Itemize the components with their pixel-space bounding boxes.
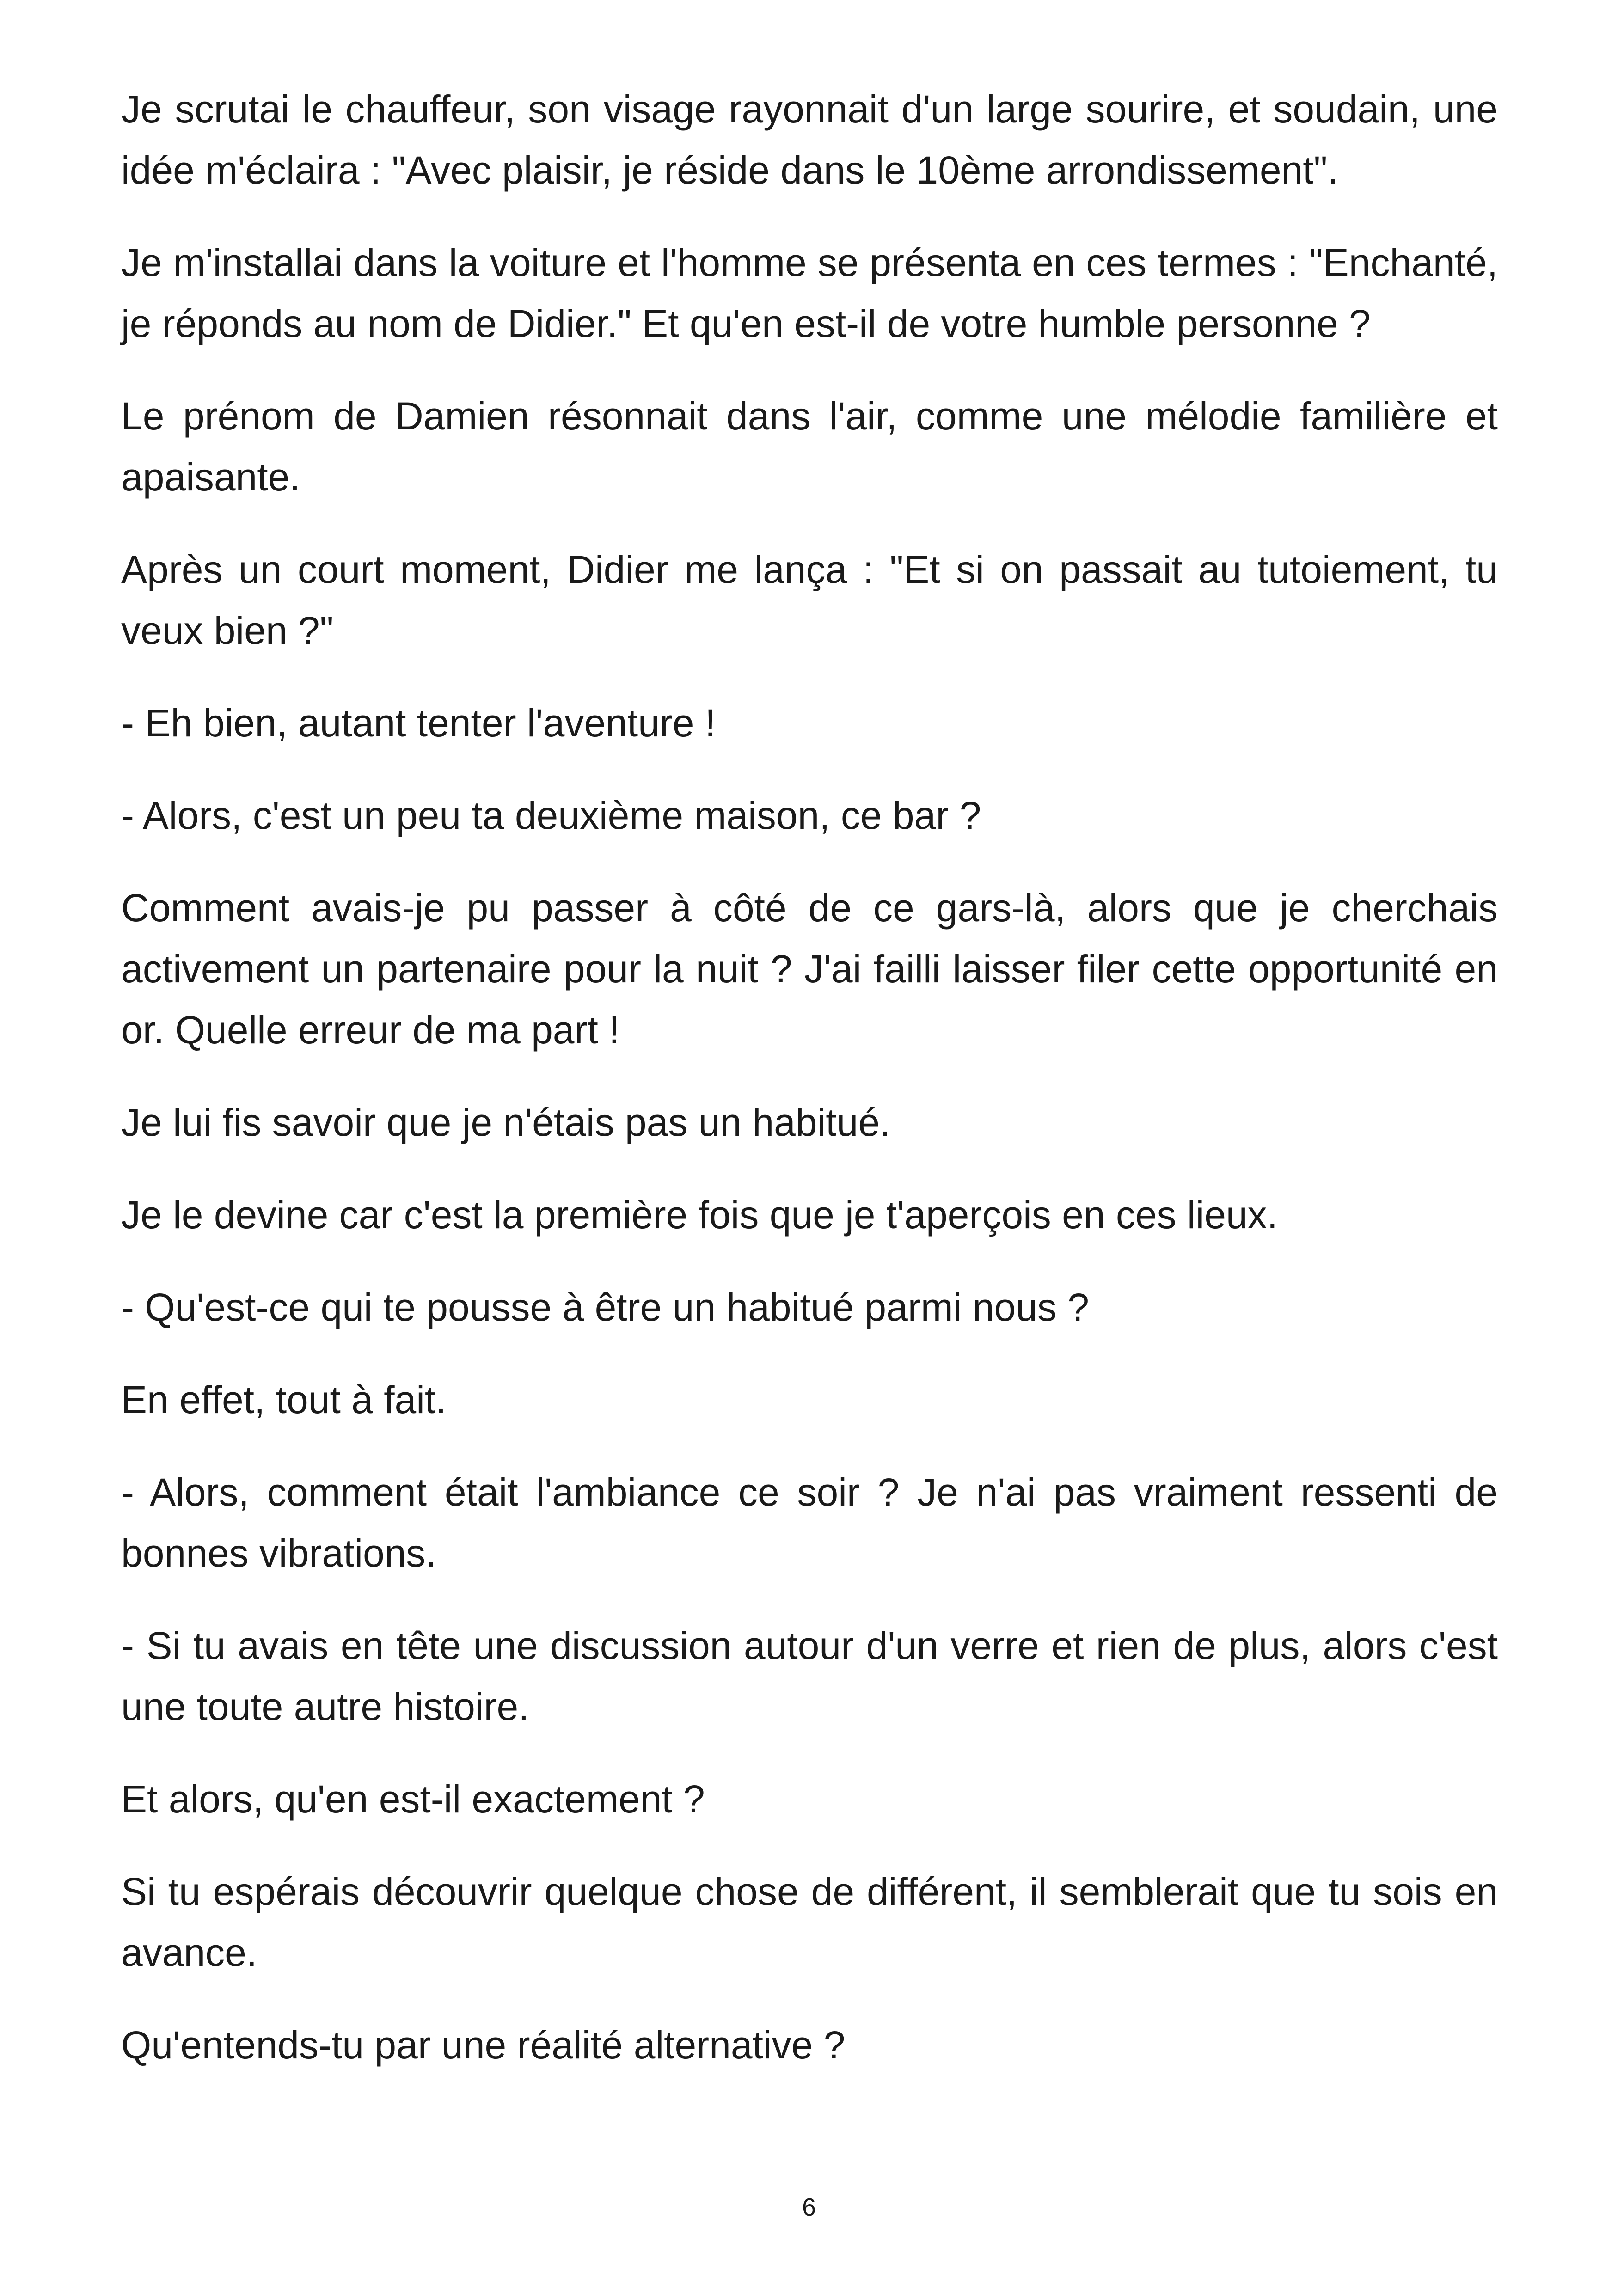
paragraph: Et alors, qu'en est-il exactement ? bbox=[121, 1777, 705, 1821]
paragraph: - Qu'est-ce qui te pousse à être un habitué parmi nous ? bbox=[121, 1286, 1089, 1329]
paragraph: - Alors, c'est un peu ta deuxième maison, ce bar ? bbox=[121, 794, 981, 837]
paragraph: - Si tu avais en tête une discussion autour d'un verre et rien de plus, alors c'est une toute autre histoire. bbox=[121, 1624, 1498, 1728]
paragraph: Comment avais-je pu passer à côté de ce gars-là, alors que je cherchais activement un partenaire pour la nuit ? J'ai failli laisser filer cette opportunité en or. Quelle erreur de ma part ! bbox=[121, 886, 1498, 1052]
paragraph: Je scrutai le chauffeur, son visage rayonnait d'un large sourire, et soudain, une idée m'éclaira : "Avec plaisir, je réside dans le 10ème arrondissement". bbox=[121, 87, 1498, 192]
paragraph: Je lui fis savoir que je n'étais pas un habitué. bbox=[121, 1101, 891, 1144]
paragraph: - Eh bien, autant tenter l'aventure ! bbox=[121, 701, 716, 745]
paragraph: Je le devine car c'est la première fois que je t'aperçois en ces lieux. bbox=[121, 1193, 1278, 1237]
paragraph: Après un court moment, Didier me lança : "Et si on passait au tutoiement, tu veux bien ?" bbox=[121, 548, 1498, 652]
paragraph: Le prénom de Damien résonnait dans l'air, comme une mélodie familière et apaisante. bbox=[121, 394, 1498, 499]
paragraph: En effet, tout à fait. bbox=[121, 1378, 447, 1421]
paragraph: Qu'entends-tu par une réalité alternative ? bbox=[121, 2023, 846, 2067]
body-text bbox=[121, 79, 1498, 2107]
paragraph: Si tu espérais découvrir quelque chose de différent, il semblerait que tu sois en avance. bbox=[121, 1870, 1498, 1974]
page-number: 6 bbox=[802, 2193, 816, 2221]
paragraph: Je m'installai dans la voiture et l'homme se présenta en ces termes : "Enchanté, je réponds au nom de Didier." Et qu'en est-il de votre humble personne ? bbox=[121, 241, 1498, 345]
paragraph: - Alors, comment était l'ambiance ce soir ? Je n'ai pas vraiment ressenti de bonnes vibrations. bbox=[121, 1470, 1498, 1575]
